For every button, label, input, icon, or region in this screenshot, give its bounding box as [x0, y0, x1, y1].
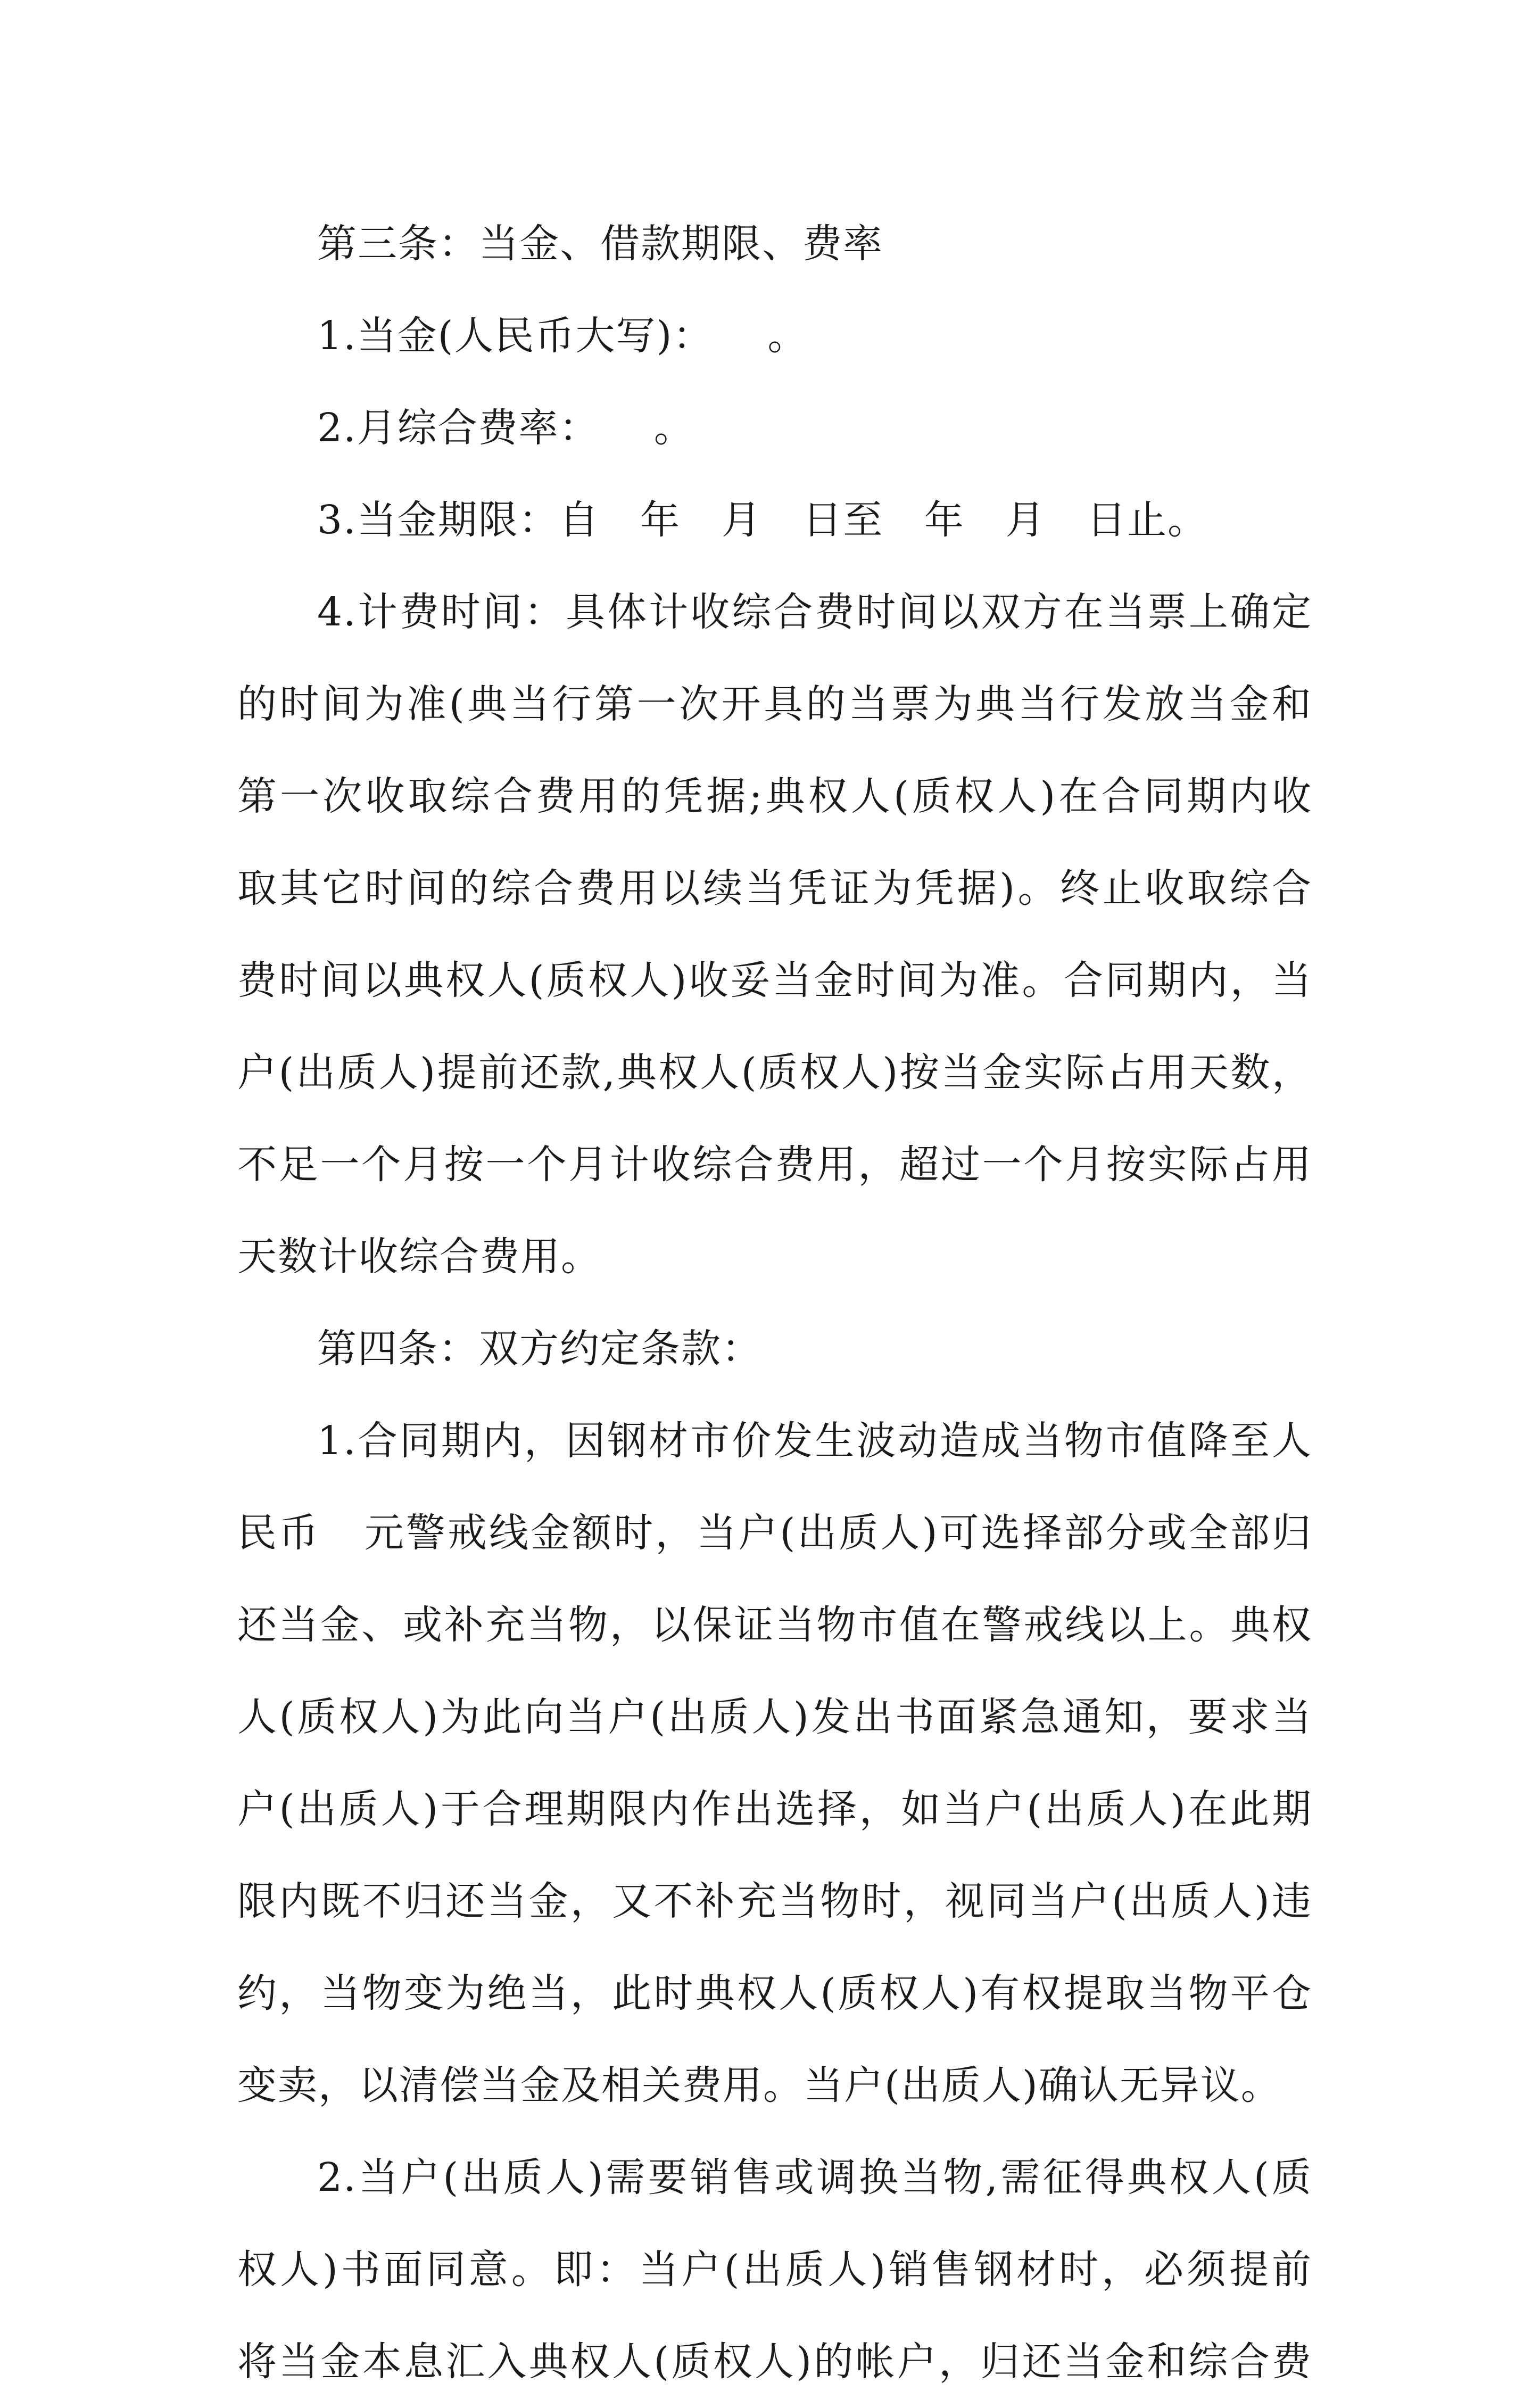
article4-item1-line: 还当金、或补充当物，以保证当物市值在警戒线以上。典权 — [237, 1602, 1312, 1648]
document-body — [237, 198, 1312, 2408]
article3-item1: 1.当金(人民币大写)： 。 — [317, 313, 808, 359]
article3-heading: 第三条：当金、借款期限、费率 — [317, 221, 883, 267]
article4-item1-line: 民币 元警戒线金额时，当户(出质人)可选择部分或全部归 — [237, 1510, 1312, 1556]
article4-item1-line: 户(出质人)于合理期限内作出选择，如当户(出质人)在此期 — [237, 1786, 1312, 1832]
article3-item3: 3.当金期限：自 年 月 日至 年 月 日止。 — [317, 497, 1208, 543]
article3-item4-line: 户(出质人)提前还款,典权人(质权人)按当金实际占用天数， — [237, 1050, 1312, 1095]
article3-item4-line: 天数计收综合费用。 — [237, 1234, 601, 1280]
article3-item4-line: 费时间以典权人(质权人)收妥当金时间为准。合同期内，当 — [237, 958, 1312, 1003]
article3-item4-line: 取其它时间的综合费用以续当凭证为凭据)。终止收取综合 — [237, 865, 1312, 911]
article4-item2-line: 权人)书面同意。即：当户(出质人)销售钢材时，必须提前 — [237, 2247, 1312, 2292]
article3-item2: 2.月综合费率： 。 — [317, 405, 694, 451]
article4-item1-line: 变卖，以清偿当金及相关费用。当户(出质人)确认无异议。 — [237, 2063, 1281, 2108]
article3-item4-line: 的时间为准(典当行第一次开具的当票为典当行发放当金和 — [237, 681, 1312, 727]
article4-item1-line: 1.合同期内，因钢材市价发生波动造成当物市值降至人 — [317, 1418, 1312, 1464]
article4-heading: 第四条：双方约定条款： — [317, 1326, 762, 1372]
article4-item2-line: 将当金本息汇入典权人(质权人)的帐户，归还当金和综合费 — [237, 2339, 1312, 2385]
article3-item4-line: 4.计费时间：具体计收综合费时间以双方在当票上确定 — [317, 589, 1312, 635]
article4-item1-line: 人(质权人)为此向当户(出质人)发出书面紧急通知，要求当 — [237, 1694, 1312, 1740]
article4-item2-line: 2.当户(出质人)需要销售或调换当物,需征得典权人(质 — [317, 2155, 1312, 2200]
article3-item4-line: 第一次收取综合费用的凭据;典权人(质权人)在合同期内收 — [237, 773, 1312, 819]
article4-item1-line: 限内既不归还当金，又不补充当物时，视同当户(出质人)违 — [237, 1878, 1312, 1924]
article4-item1-line: 约，当物变为绝当，此时典权人(质权人)有权提取当物平仓 — [237, 1970, 1312, 2016]
article3-item4-line: 不足一个月按一个月计收综合费用，超过一个月按实际占用 — [237, 1142, 1312, 1187]
